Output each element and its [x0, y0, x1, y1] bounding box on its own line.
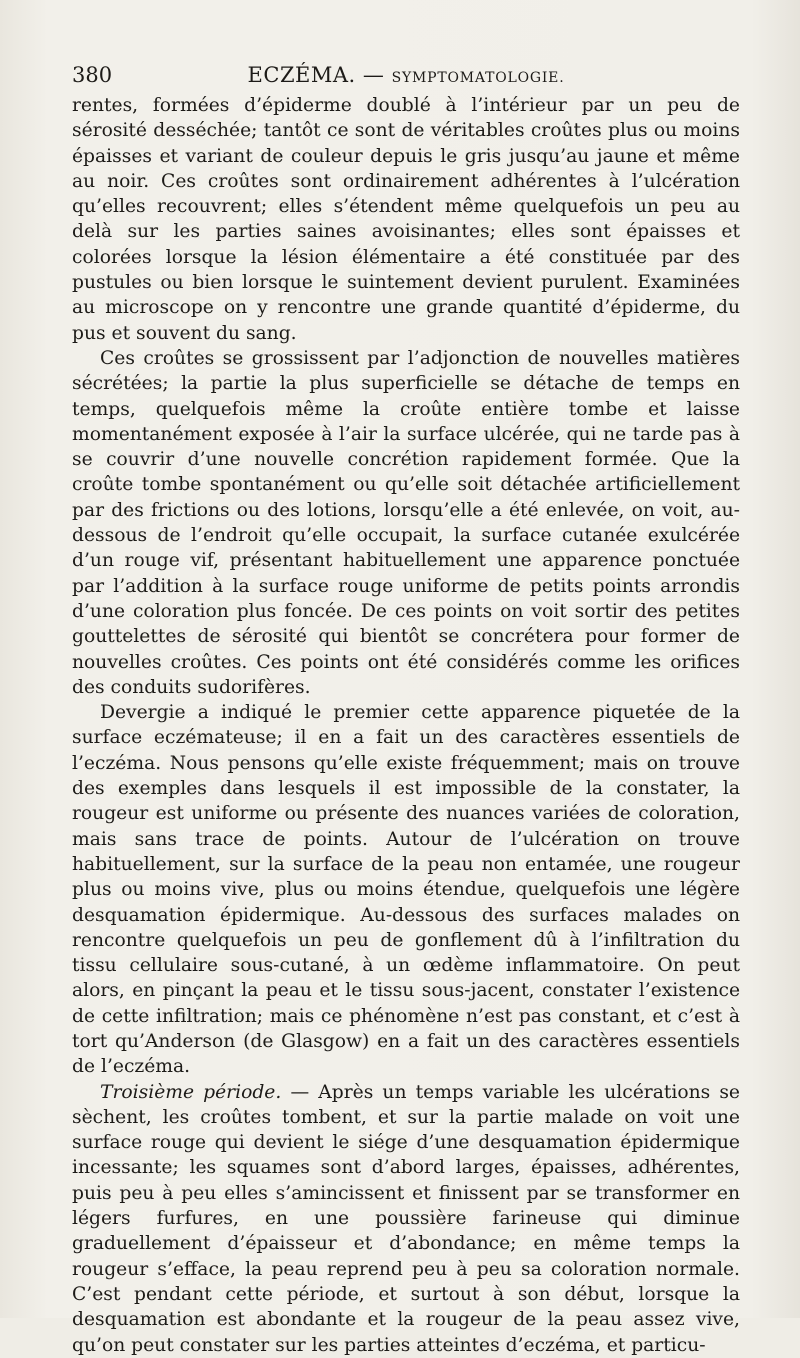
- body-text: [72, 93, 740, 1358]
- section-heading-troisieme-periode: Troisième période.: [100, 1081, 282, 1103]
- running-head-subtitle: SYMPTOMATOLOGIE.: [391, 70, 565, 86]
- paragraph-3: [72, 700, 740, 1079]
- running-head: [72, 60, 740, 93]
- paragraph-1: [72, 93, 740, 346]
- running-head-separator: —: [362, 63, 385, 87]
- paragraph-4: [72, 1080, 740, 1358]
- paragraph-text: rentes, formées d’épiderme doublé à l’intérieur par un peu de sérosité desséchée; tantôt ce sont de véritables croûtes plus ou moins épaisses et variant de couleur depuis le gris jusqu’au jaune et même au noir. Ces croûtes sont ordinairement adhérentes à l’ulcération qu’elles recouvrent; elles s’étendent même quelquefois un peu au delà sur les parties saines avoisinantes; elles sont épaisses et colorées lorsque la lésion élémentaire a été constituée par des pustules ou bien lorsque le suintement devient purulent. Examinées au microscope on y rencontre une grande quantité d’épiderme, du pus et souvent du sang.: [72, 95, 740, 344]
- running-head-title: ECZÉMA.: [247, 63, 356, 87]
- paragraph-2: [72, 346, 740, 700]
- paragraph-text: Ces croûtes se grossissent par l’adjonction de nouvelles matières sécrétées; la partie la plus superficielle se détache de temps en temps, quelquefois même la croûte entière tombe et laisse momentanément exposée à l’air la surface ulcérée, qui ne tarde pas à se couvrir d’une nouvelle concrétion rapidement formée. Que la croûte tombe spontanément ou qu’elle soit détachée artificiellement par des frictions ou des lotions, lorsqu’elle a été enlevée, on voit, au-dessous de l’endroit qu’elle occupait, la surface cutanée exulcérée d’un rouge vif, présentant habituellement une apparence ponctuée par l’addition à la surface rouge uniforme de petits points arrondis d’une coloration plus foncée. De ces points on voit sortir des petites gouttelettes de sérosité qui bientôt se concrétera pour former de nouvelles croûtes. Ces points ont été considérés comme les orifices des conduits sudorifères.: [72, 347, 740, 698]
- page-number: 380: [72, 63, 113, 87]
- paragraph-text: — Après un temps variable les ulcérations se sèchent, les croûtes tombent, et sur la partie malade on voit une surface rouge qui devient le siége d’une desquamation épidermique incessante; les squames sont d’abord larges, épaisses, adhérentes, puis peu à peu elles s’amincissent et finissent par se transformer en légers furfures, en une poussière farineuse qui diminue graduellement d’épaisseur et d’abondance; en même temps la rougeur s’efface, la peau reprend peu à peu sa coloration normale. C’est pendant cette période, et surtout à son début, lorsque la desquamation est abondante et la rougeur de la peau assez vive, qu’on peut constater sur les parties atteintes d’eczéma, et particu-: [72, 1081, 740, 1356]
- paragraph-text: Devergie a indiqué le premier cette apparence piquetée de la surface eczémateuse; il en a fait un des caractères essentiels de l’eczéma. Nous pensons qu’elle existe fréquemment; mais on trouve des exemples dans lesquels il est impossible de la constater, la rougeur est uniforme ou présente des nuances variées de coloration, mais sans trace de points. Autour de l’ulcération on trouve habituellement, sur la surface de la peau non entamée, une rougeur plus ou moins vive, plus ou moins étendue, quelquefois une légère desquamation épidermique. Au-dessous des surfaces malades on rencontre quelquefois un peu de gonflement dû à l’infiltration du tissu cellulaire sous-cutané, à un œdème inflammatoire. On peut alors, en pinçant la peau et le tissu sous-jacent, constater l’existence de cette infiltration; mais ce phénomène n’est pas constant, et c’est à tort qu’Anderson (de Glasgow) en a fait un des caractères essentiels de l’eczéma.: [72, 702, 740, 1078]
- page-header: [72, 60, 740, 90]
